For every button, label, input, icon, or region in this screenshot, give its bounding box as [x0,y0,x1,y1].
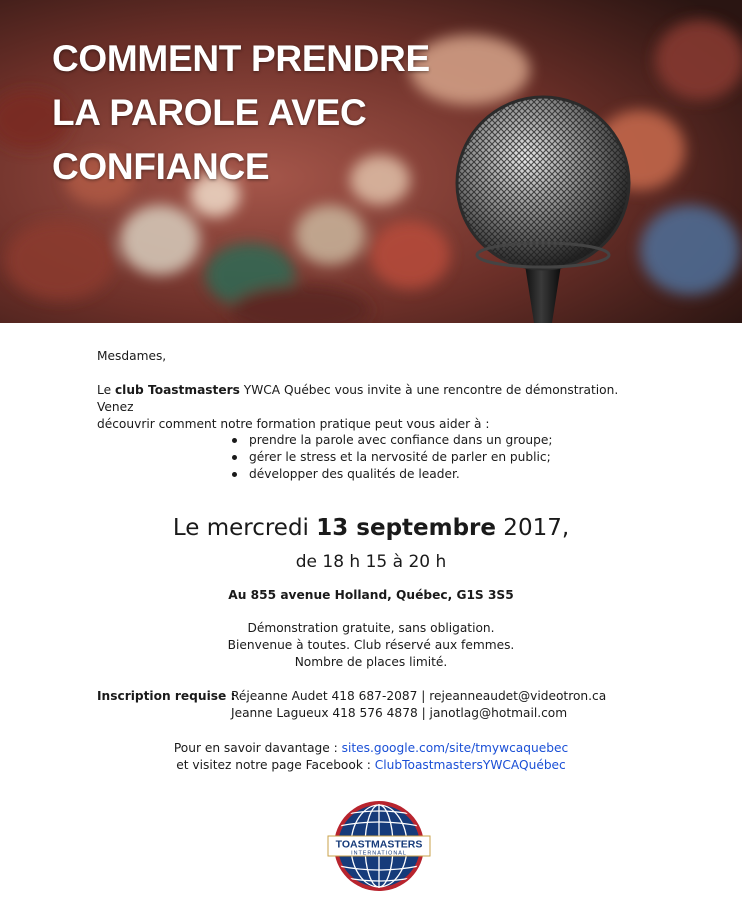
note-line: Bienvenue à toutes. Club réservé aux femmes. [227,638,515,652]
facebook-link[interactable]: ClubToastmastersYWCAQuébec [374,758,566,772]
title-line-3: CONFIANCE [52,146,270,187]
date-suffix: 2017, [496,515,570,541]
intro-paragraph [97,382,627,433]
more-info [0,740,742,774]
event-date [0,513,742,543]
benefits-list [232,432,553,483]
date-bold: 13 septembre [316,515,496,541]
contact-line-1: Réjeanne Audet 418 687-2087 | rejeanneaudet@videotron.ca [231,689,607,703]
intro-suffix: YWCA Québec vous invite à une rencontre de démonstration. Venez [97,383,619,414]
note-line: Démonstration gratuite, sans obligation. [247,621,495,635]
list-item: prendre la parole avec confiance dans un groupe; [232,432,553,449]
website-link[interactable]: sites.google.com/site/tmywcaquebec [341,741,569,755]
event-address: Au 855 avenue Holland, Québec, G1S 3S5 [228,588,514,602]
greeting: Mesdames, [97,349,167,363]
title-line-1: COMMENT PRENDRE [52,38,430,79]
toastmasters-globe-logo-icon [325,800,433,892]
contact-line-2: Jeanne Lagueux 418 576 4878 | janotlag@hotmail.com [231,706,568,720]
title-line-2: LA PAROLE AVEC [52,92,367,133]
list-item: gérer le stress et la nervosité de parler en public; [232,449,553,466]
intro-prefix: Le [97,383,115,397]
logo-text-main: TOASTMASTERS [335,838,423,851]
event-notes [0,620,742,671]
event-time: de 18 h 15 à 20 h [295,552,447,572]
poster-title [52,32,430,194]
more-info-text-1: Pour en savoir davantage : [173,741,342,755]
hero-banner [0,0,742,323]
list-item: développer des qualités de leader. [232,466,553,483]
more-info-text-2: et visitez notre page Facebook : [176,758,375,772]
logo-text-sub: INTERNATIONAL [351,850,407,857]
intro-line-1 [97,382,627,416]
date-prefix: Le mercredi [172,515,317,541]
note-line: Nombre de places limité. [294,655,448,669]
club-name: club Toastmasters [114,383,240,397]
registration-label: Inscription requise : [97,689,236,703]
intro-line-2: découvrir comment notre formation pratique peut vous aider à : [97,417,490,431]
more-info-line-1 [0,740,742,757]
more-info-line-2 [0,757,742,774]
